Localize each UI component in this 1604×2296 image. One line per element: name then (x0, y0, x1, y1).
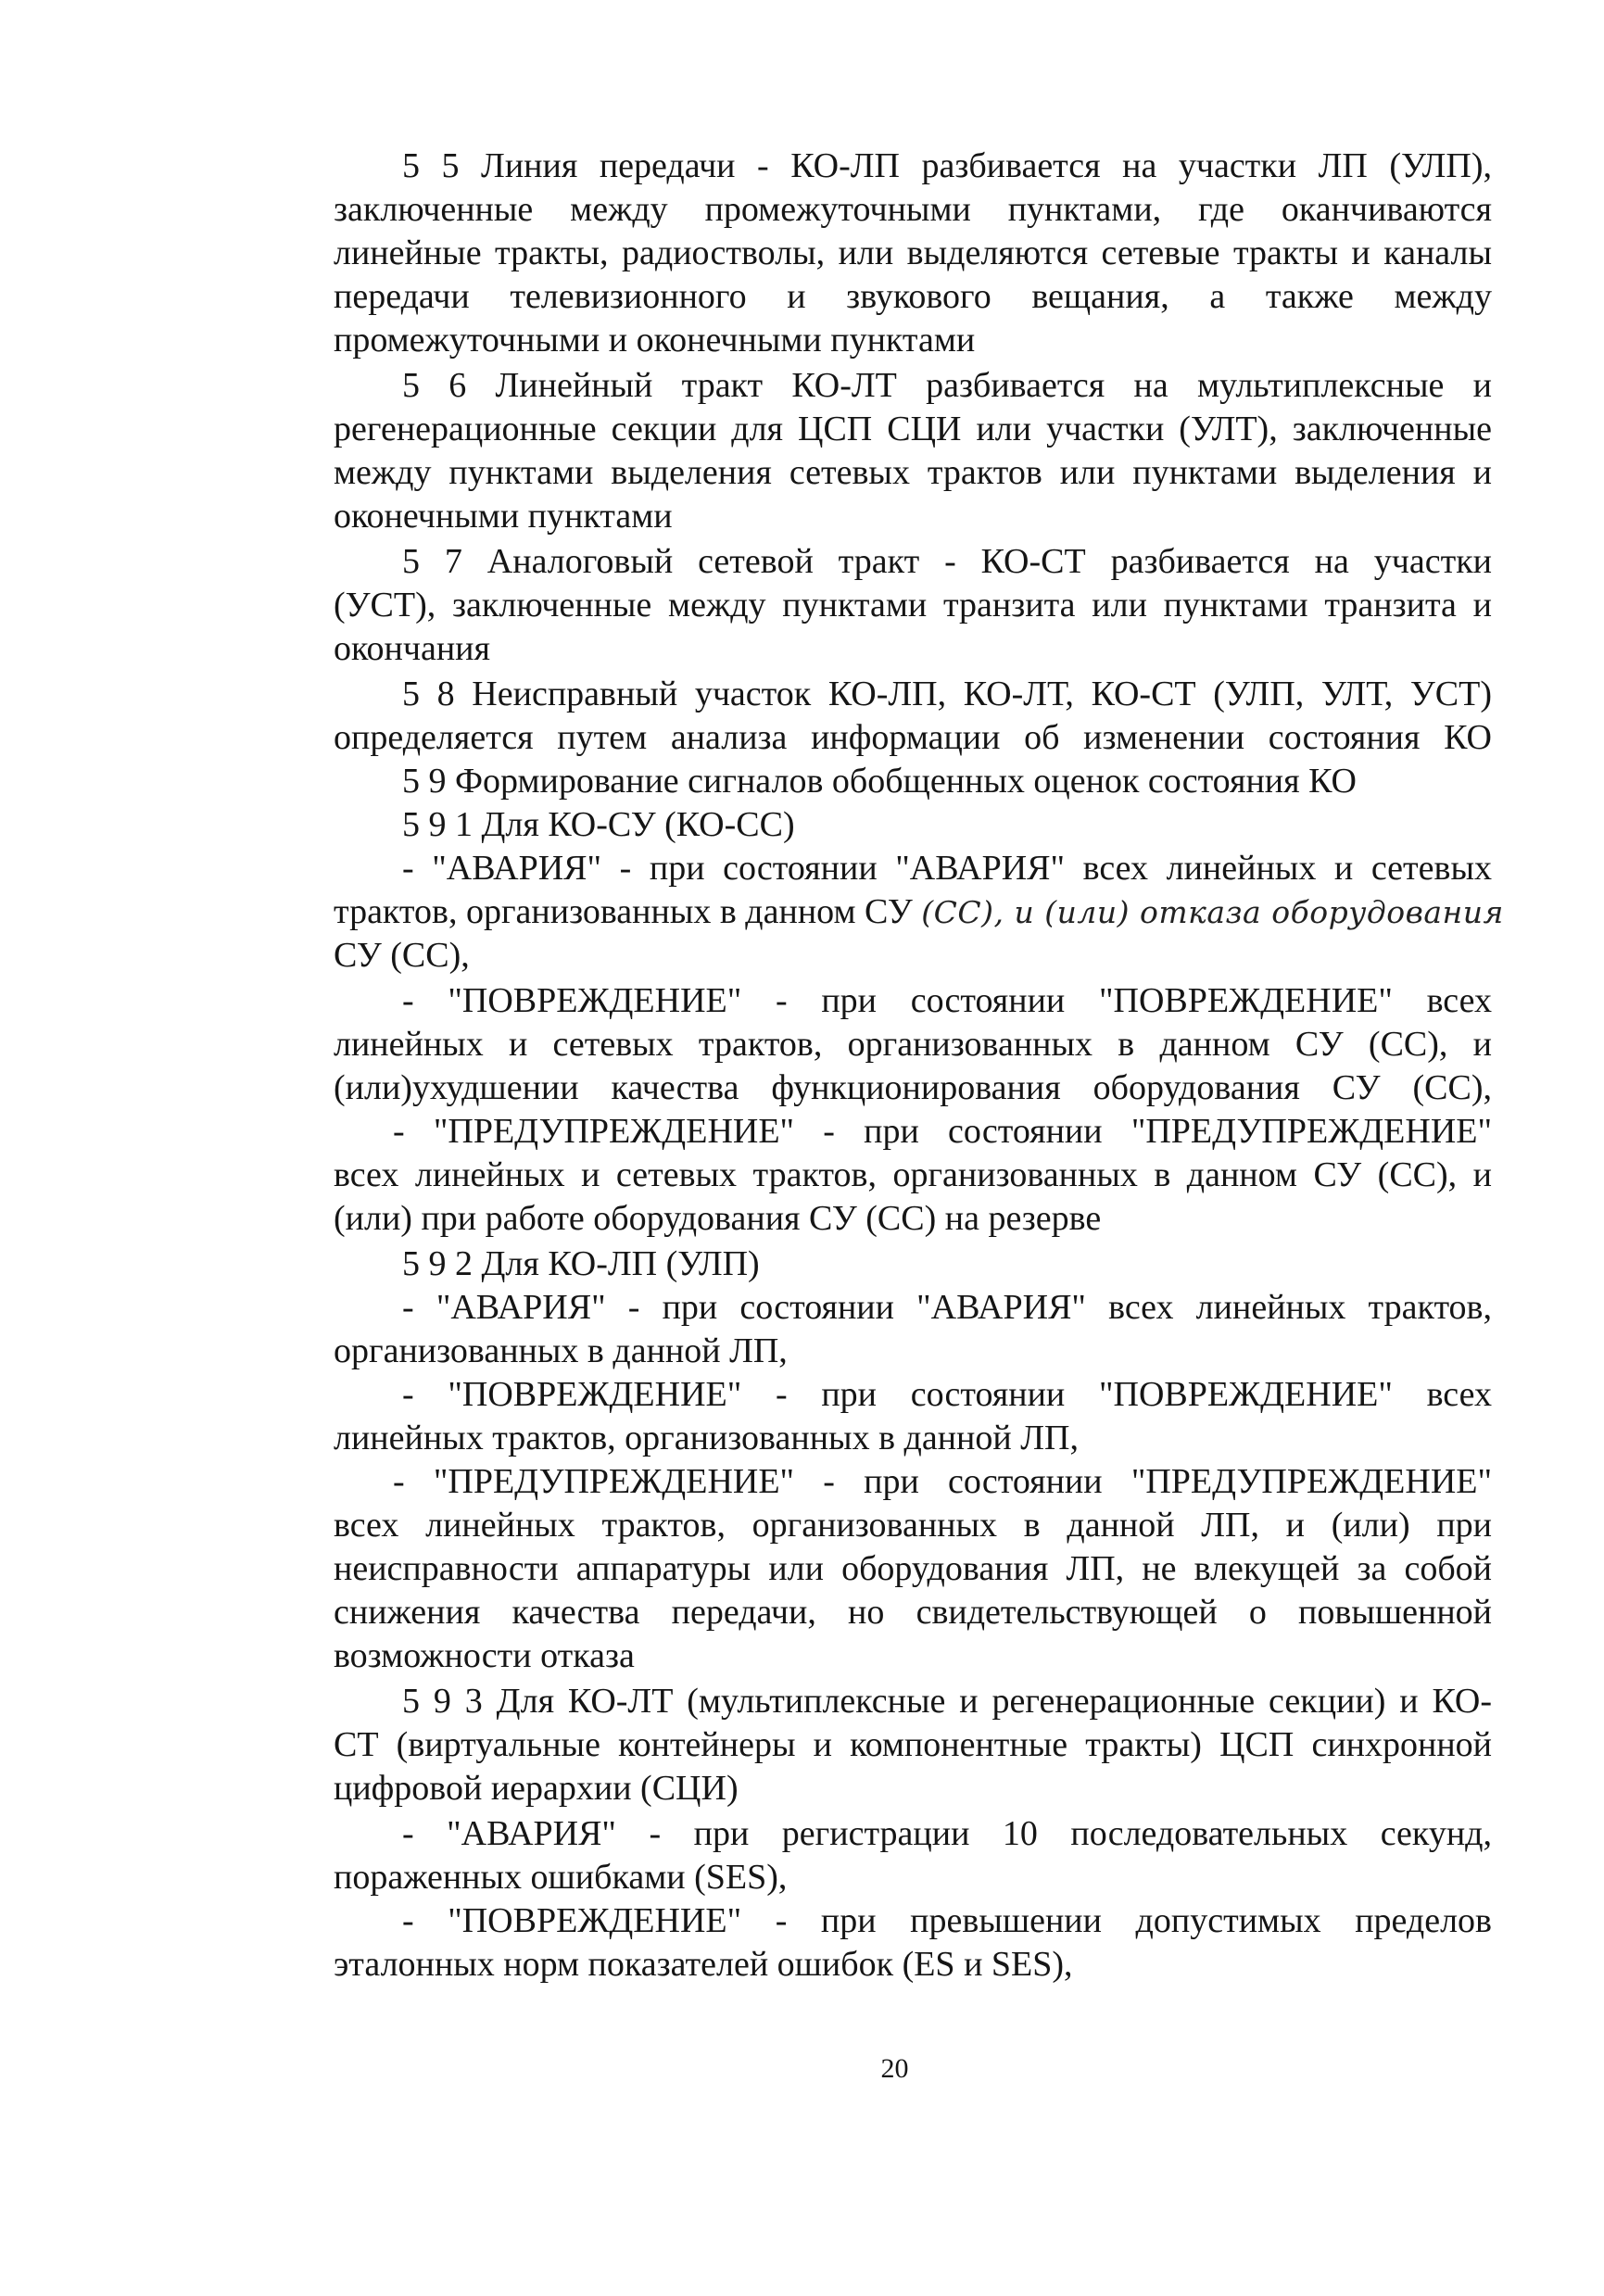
text-line: промежуточными и оконечными пунктами (334, 321, 976, 360)
text-line-with-insert (334, 890, 1504, 934)
text-line: 5 9 3 Для КО-ЛТ (мультиплексные и регенерационные секции) и КО- (402, 1682, 1492, 1721)
text-line: эталонных норм показателей ошибок (ES и SES), (334, 1945, 1073, 1984)
text-line: неисправности аппаратуры или оборудования ЛП, не влекущей за собой (334, 1549, 1492, 1588)
text-line: линейные тракты, радиостволы, или выделяются сетевые тракты и каналы (334, 233, 1492, 272)
text-line: СУ (СС), (334, 936, 470, 975)
text-line: 5 6 Линейный тракт КО-ЛТ разбивается на мультиплексные и (402, 366, 1492, 405)
text-line: (или) при работе оборудования СУ (СС) на резерве (334, 1199, 1102, 1238)
document-body (334, 145, 1504, 1987)
text-line: - "АВАРИЯ" - при состоянии "АВАРИЯ" всех линейных и сетевых (402, 849, 1492, 888)
text-line: - "ПОВРЕЖДЕНИЕ" - при состоянии "ПОВРЕЖДЕНИЕ" всех (402, 1375, 1492, 1414)
text-line: 5 9 Формирование сигналов обобщенных оценок состояния КО (402, 762, 1357, 801)
text-line: (УСТ), заключенные между пунктами транзита или пунктами транзита и (334, 586, 1492, 624)
text-line: заключенные между промежуточными пунктами, где оканчиваются (334, 190, 1492, 229)
text-line: передачи телевизионного и звукового вещания, а также между (334, 277, 1492, 316)
text-line: пораженных ошибками (SES), (334, 1858, 788, 1897)
text-line: 5 5 Линия передачи - КО-ЛП разбивается на участки ЛП (УЛП), (402, 146, 1492, 185)
text-line: между пунктами выделения сетевых трактов или пунктами выделения и (334, 453, 1492, 492)
page-number: 20 (880, 2053, 909, 2084)
text-line: определяется путем анализа информации об изменении состояния КО (334, 718, 1492, 757)
text-line: СТ (виртуальные контейнеры и компонентные тракты) ЦСП синхронной (334, 1725, 1492, 1764)
text-line: 5 8 Неисправный участок КО-ЛП, КО-ЛТ, КО-СТ (УЛП, УЛТ, УСТ) (402, 675, 1492, 713)
text-line: 5 9 1 Для КО-СУ (КО-СС) (402, 805, 795, 844)
text-line: - "ПОВРЕЖДЕНИЕ" - при превышении допустимых пределов (402, 1901, 1492, 1940)
text-line: организованных в данной ЛП, (334, 1331, 788, 1370)
text-line: окончания (334, 629, 490, 668)
text-fragment: трактов, организованных в данном СУ (334, 892, 913, 931)
text-line: линейных и сетевых трактов, организованных в данном СУ (СС), и (334, 1025, 1492, 1064)
text-line: - "ПОВРЕЖДЕНИЕ" - при состоянии "ПОВРЕЖДЕНИЕ" всех (402, 981, 1492, 1020)
text-line: (или)ухудшении качества функционирования оборудования СУ (СС), (334, 1068, 1492, 1107)
text-line: регенерационные секции для ЦСП СЦИ или участки (УЛТ), заключенные (334, 410, 1492, 448)
text-line: - "АВАРИЯ" - при состоянии "АВАРИЯ" всех линейных трактов, (402, 1288, 1492, 1327)
text-line: цифровой иерархии (СЦИ) (334, 1769, 739, 1808)
text-line: снижения качества передачи, но свидетельствующей о повышенной (334, 1593, 1492, 1632)
text-line: всех линейных трактов, организованных в данной ЛП, и (или) при (334, 1506, 1492, 1545)
text-line: возможности отказа (334, 1636, 635, 1675)
handwritten-insert: (СС), и (или) отказа оборудования (921, 894, 1504, 930)
text-line: - "ПРЕДУПРЕЖДЕНИЕ" - при состоянии "ПРЕДУПРЕЖДЕНИЕ" (393, 1112, 1492, 1151)
text-line: - "ПРЕДУПРЕЖДЕНИЕ" - при состоянии "ПРЕДУПРЕЖДЕНИЕ" (393, 1462, 1492, 1501)
text-line: оконечными пунктами (334, 497, 673, 536)
text-line: всех линейных и сетевых трактов, организованных в данном СУ (СС), и (334, 1155, 1492, 1194)
text-line: линейных трактов, организованных в данной ЛП, (334, 1419, 1079, 1457)
text-line: 5 7 Аналоговый сетевой тракт - КО-СТ разбивается на участки (402, 542, 1492, 581)
text-line: 5 9 2 Для КО-ЛП (УЛП) (402, 1244, 760, 1283)
text-line: - "АВАРИЯ" - при регистрации 10 последовательных секунд, (402, 1814, 1492, 1853)
